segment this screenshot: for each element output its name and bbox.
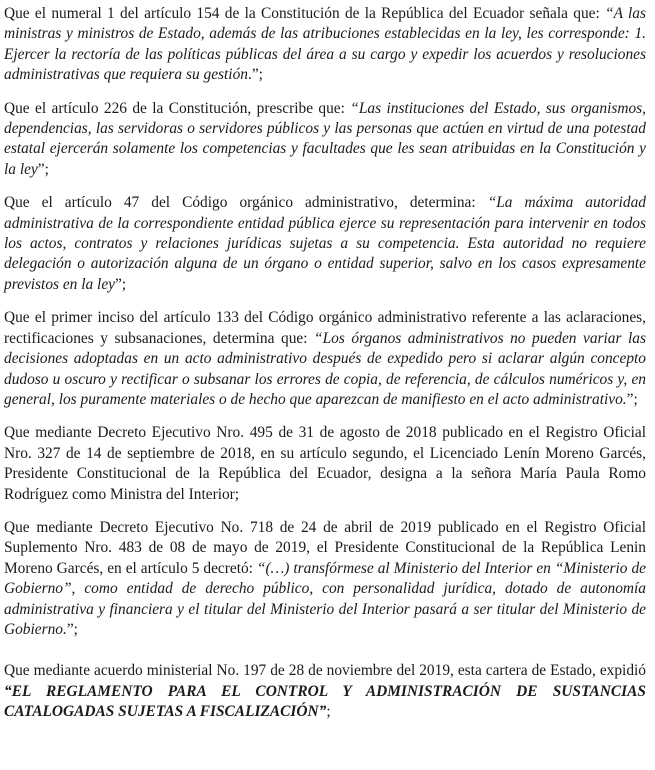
paragraph-article-154 (4, 4, 646, 86)
paragraph-agreement-197 (4, 661, 646, 722)
paragraph-article-226 (4, 99, 646, 181)
paragraph-intro: Que mediante Decreto Ejecutivo No. 718 de 24 de abril de 2019 publicado en el Registro Oficial Suplemento Nro. 483 de 08 de mayo de 2019, el Presidente Constitucional de la República Lenin Moreno Garcés, en el artículo 5 decretó: (4, 518, 646, 577)
paragraph-close: ”; (626, 390, 638, 408)
paragraph-intro: Que el artículo 226 de la Constitución, prescribe que: (4, 99, 351, 117)
paragraph-close: ; (326, 703, 331, 721)
paragraph-intro: Que mediante acuerdo ministerial No. 197 de 28 de noviembre del 2019, esta cartera de Estado, expidió (4, 662, 646, 680)
paragraph-intro: Que mediante Decreto Ejecutivo Nro. 495 de 31 de agosto de 2018 publicado en el Registro Oficial Nro. 327 de 14 de septiembre de 2018, en su artículo segundo, el Licenciado Lenín Moreno Garcés, Presidente Constitucional de la República del Ecuador, designa a la señora María Paula Romo Rodríguez como Ministra del Interior; (4, 424, 646, 503)
paragraph-decree-718 (4, 518, 646, 640)
paragraph-decree-495 (4, 423, 646, 505)
paragraph-close: ”; (66, 620, 78, 638)
legal-quote: “Las instituciones del Estado, sus organismos, dependencias, las servidoras o servidores públicos y las personas que actúen en virtud de una potestad estatal ejercerán solamente los competencias y facultades que les sean atribuidas en la Constitución y la ley (4, 99, 646, 178)
paragraph-intro: Que el numeral 1 del artículo 154 de la Constitución de la República del Ecuador señala que: (4, 5, 606, 22)
paragraph-article-47 (4, 193, 646, 295)
legal-quote: “A las ministras y ministros de Estado, además de las atribuciones establecidas en la ley, les corresponde: 1. Ejercer la rectoría de las políticas públicas del área a su cargo y expedir los acuerdos y resoluciones administrativas que requiera su gestión (4, 5, 646, 84)
paragraph-close: ”; (114, 275, 127, 293)
document-page (4, 4, 646, 723)
paragraph-intro: Que el primer inciso del artículo 133 del Código orgánico administrativo referente a las aclaraciones, rectificaciones y subsanaciones, determina que: (4, 309, 646, 347)
legal-quote: “(…) transfórmese al Ministerio del Interior en “Ministerio de Gobierno”, como entidad de derecho público, con personalidad jurídica, dotado de autonomía administrativa y financiera y el titular del Ministerio del Interior pasará a ser titular del Ministerio de Gobierno. (4, 559, 646, 638)
legal-quote: “Los órganos administrativos no pueden variar las decisiones adoptadas en un acto administrativo después de expedido pero si aclarar algún concepto dudoso u oscuro y rectificar o subsanar los errores de copia, de referencia, de cálculos numéricos y, en general, los puramente materiales o de hecho que aparezcan de manifiesto en el acto administrativo. (4, 329, 646, 408)
paragraph-article-133 (4, 308, 646, 410)
regulation-title: “EL REGLAMENTO PARA EL CONTROL Y ADMINISTRACIÓN DE SUSTANCIAS CATALOGADAS SUJETAS A FISCALIZACIÓN” (4, 682, 646, 721)
paragraph-intro: Que el artículo 47 del Código orgánico administrativo, determina: (4, 194, 488, 212)
paragraph-close: .”; (247, 66, 263, 84)
legal-quote: “La máxima autoridad administrativa de la correspondiente entidad pública ejerce su representación para intervenir en todos los actos, contratos y relaciones jurídicas sujetas a su competencia. Esta autoridad no requiere delegación o autorización alguna de un órgano o entidad superior, salvo en los casos expresamente previstos en la ley (4, 194, 647, 293)
paragraph-close: ”; (37, 160, 49, 178)
